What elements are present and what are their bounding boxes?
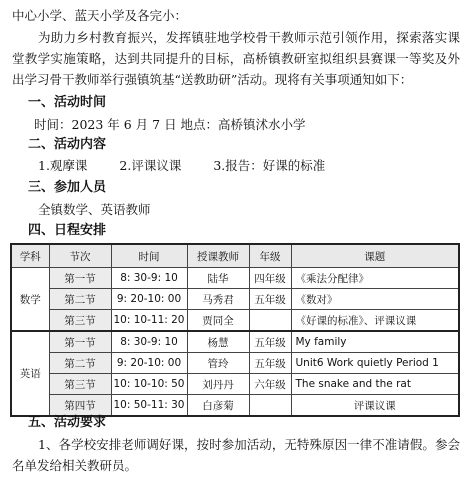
topic-cell: 评课议课 bbox=[291, 395, 459, 417]
grade-cell: 六年级 bbox=[249, 374, 291, 395]
requirements-paragraph: 1、各学校安排老师调好课，按时参加活动，无特殊原因一律不准请假。参会名单发给相关教研员。 bbox=[12, 437, 460, 473]
time-location-line: 时间：2023 年 6 月 7 日 地点：高桥镇沭水小学 bbox=[34, 117, 306, 132]
time-cell: 10: 10-10: 50 bbox=[111, 374, 187, 395]
period-cell: 第二节 bbox=[49, 353, 111, 374]
period-cell: 第四节 bbox=[49, 395, 111, 417]
topic-cell: Unit6 Work quietly Period 1 bbox=[291, 353, 459, 374]
grade-cell: 四年级 bbox=[249, 268, 291, 289]
salutation: 中心小学、蓝天小学及各完小： bbox=[12, 8, 188, 23]
period-cell: 第三节 bbox=[49, 310, 111, 332]
time-cell: 9: 20-10: 00 bbox=[111, 353, 187, 374]
table-header-row bbox=[11, 244, 459, 268]
grade-cell bbox=[249, 395, 291, 417]
period-cell: 第一节 bbox=[49, 268, 111, 289]
teacher-cell: 贾同全 bbox=[187, 310, 249, 332]
header-subject: 学科 bbox=[11, 244, 49, 268]
teacher-cell: 管玲 bbox=[187, 353, 249, 374]
section-time-heading: 一、活动时间 bbox=[28, 95, 107, 110]
topic-cell: 《好课的标准》、评课议课 bbox=[291, 310, 459, 332]
header-teacher: 授课教师 bbox=[187, 244, 249, 268]
content-item-review: 2.评课议课 bbox=[119, 158, 182, 173]
teacher-cell: 马秀君 bbox=[187, 289, 249, 310]
section-people-heading: 三、参加人员 bbox=[28, 180, 107, 195]
content-item-observe: 1.观摩课 bbox=[38, 158, 88, 173]
grade-cell bbox=[249, 310, 291, 332]
content-item-report: 3.报告：好课的标准 bbox=[213, 158, 326, 173]
table-row bbox=[11, 310, 459, 332]
teacher-cell: 杨慧 bbox=[187, 331, 249, 353]
table-row bbox=[11, 268, 459, 289]
topic-cell: The snake and the rat bbox=[291, 374, 459, 395]
table-row bbox=[11, 374, 459, 395]
table-row bbox=[11, 395, 459, 417]
topic-cell: 《乘法分配律》 bbox=[291, 268, 459, 289]
time-cell: 8: 30-9: 10 bbox=[111, 268, 187, 289]
table-row bbox=[11, 353, 459, 374]
teacher-cell: 陆华 bbox=[187, 268, 249, 289]
period-cell: 第三节 bbox=[49, 374, 111, 395]
time-cell: 10: 50-11: 30 bbox=[111, 395, 187, 417]
time-cell: 9: 20-10: 00 bbox=[111, 289, 187, 310]
grade-cell: 五年级 bbox=[249, 331, 291, 353]
section-content-heading: 二、活动内容 bbox=[28, 137, 107, 152]
subject-english: 英语 bbox=[11, 331, 49, 416]
topic-cell: My family bbox=[291, 331, 459, 353]
topic-cell: 《数对》 bbox=[291, 289, 459, 310]
teacher-cell: 刘丹丹 bbox=[187, 374, 249, 395]
header-time: 时间 bbox=[111, 244, 187, 268]
period-cell: 第一节 bbox=[49, 331, 111, 353]
time-cell: 8: 30-9: 10 bbox=[111, 331, 187, 353]
section-schedule-heading: 四、日程安排 bbox=[28, 223, 107, 238]
intro-paragraph: 为助力乡村教育振兴，发挥镇驻地学校骨干教师示范引领作用，探索落实课堂教学实施策略，达到共同提升的目标，高桥镇教研室拟组织县赛课一等奖及外出学习骨干教师举行强镇筑基“送教助研”活动。现将有关事项通知如下： bbox=[12, 30, 460, 87]
section-requirements-heading: 五、活动要求 bbox=[28, 415, 107, 430]
period-cell: 第二节 bbox=[49, 289, 111, 310]
time-cell: 10: 10-11: 20 bbox=[111, 310, 187, 332]
subject-math: 数学 bbox=[11, 268, 49, 332]
table-row bbox=[11, 331, 459, 353]
schedule-table bbox=[10, 243, 460, 417]
header-topic: 课题 bbox=[291, 244, 459, 268]
grade-cell: 五年级 bbox=[249, 353, 291, 374]
table-row bbox=[11, 289, 459, 310]
content-items bbox=[38, 158, 353, 174]
grade-cell: 五年级 bbox=[249, 289, 291, 310]
participants-line: 全镇数学、英语教师 bbox=[38, 202, 151, 217]
header-grade: 年级 bbox=[249, 244, 291, 268]
header-period: 节次 bbox=[49, 244, 111, 268]
teacher-cell: 白彦菊 bbox=[187, 395, 249, 417]
